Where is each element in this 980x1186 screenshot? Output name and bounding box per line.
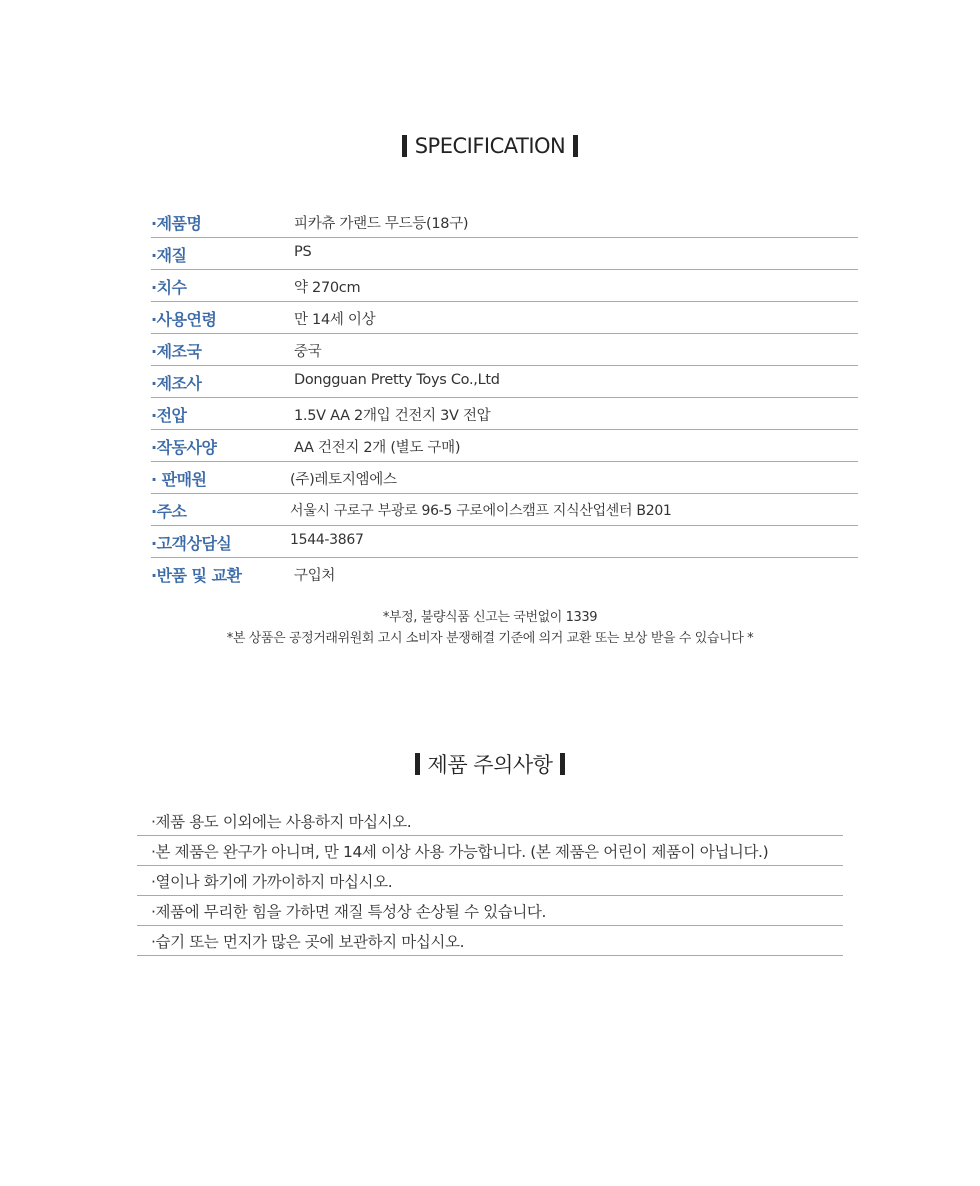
title-bar-left [402, 135, 407, 157]
spec-label: ·고객상담실 [151, 534, 232, 553]
spec-row-customer-center [151, 526, 858, 558]
caution-item-text: ·제품에 무리한 힘을 가하면 재질 특성상 손상될 수 있습니다. [151, 903, 547, 921]
spec-label: ·치수 [151, 278, 187, 297]
notice-text [0, 607, 980, 649]
spec-label: ·재질 [151, 246, 187, 265]
spec-table [151, 206, 858, 589]
spec-row-seller [151, 462, 858, 494]
spec-label: ·작동사양 [151, 438, 217, 457]
spec-label: ·전압 [151, 406, 187, 425]
spec-row-product-name [151, 206, 858, 238]
caution-item [137, 926, 843, 956]
caution-item-text: ·제품 용도 이외에는 사용하지 마십시오. [151, 813, 412, 831]
spec-row-age [151, 302, 858, 334]
caution-item [137, 806, 843, 836]
caution-title-text: 제품 주의사항 [427, 753, 553, 777]
spec-value: 피카츄 가랜드 무드등(18구) [294, 216, 469, 232]
spec-value: 약 270cm [294, 280, 361, 296]
title-bar-right [560, 753, 565, 775]
spec-value: 중국 [294, 344, 322, 360]
spec-row-address [151, 494, 858, 526]
title-bar-left [415, 753, 420, 775]
caution-item [137, 836, 843, 866]
spec-row-manufacturer [151, 366, 858, 398]
caution-item [137, 866, 843, 896]
spec-value: 서울시 구로구 부광로 96-5 구로에이스캠프 지식산업센터 B201 [290, 503, 672, 519]
caution-item-text: ·본 제품은 완구가 아니며, 만 14세 이상 사용 가능합니다. (본 제품은 어린이 제품이 아닙니다.) [151, 843, 769, 861]
spec-label: ·주소 [151, 502, 187, 521]
spec-row-size [151, 270, 858, 302]
spec-label: · 판매원 [151, 470, 207, 489]
notice-line-compensation: *본 상품은 공정거래위원회 고시 소비자 분쟁해결 기준에 의거 교환 또는 보상 받을 수 있습니다 * [226, 631, 754, 646]
spec-row-return [151, 558, 858, 589]
spec-label: ·제조사 [151, 374, 202, 393]
caution-section-title [0, 749, 980, 779]
title-bar-right [573, 135, 578, 157]
spec-value: (주)레토지엠에스 [290, 472, 397, 488]
caution-list [137, 806, 843, 956]
spec-value: 1544-3867 [290, 532, 364, 548]
spec-row-material [151, 238, 858, 270]
spec-label: ·제조국 [151, 342, 202, 361]
spec-row-operation [151, 430, 858, 462]
spec-row-country [151, 334, 858, 366]
caution-item-text: ·열이나 화기에 가까이하지 마십시오. [151, 873, 393, 891]
spec-value: 만 14세 이상 [294, 312, 376, 328]
spec-label: ·반품 및 교환 [151, 566, 242, 585]
caution-item-text: ·습기 또는 먼지가 많은 곳에 보관하지 마십시오. [151, 933, 465, 951]
spec-label: ·사용연령 [151, 310, 217, 329]
spec-value: 구입처 [294, 568, 336, 584]
spec-row-voltage [151, 398, 858, 430]
notice-line-report: *부정, 불량식품 신고는 국번없이 1339 [382, 610, 598, 625]
spec-title-text: SPECIFICATION [414, 134, 566, 158]
spec-value: AA 건전지 2개 (별도 구매) [294, 440, 461, 456]
spec-value: 1.5V AA 2개입 건전지 3V 전압 [294, 408, 491, 424]
spec-section-title [0, 134, 980, 158]
spec-value: Dongguan Pretty Toys Co.,Ltd [294, 372, 500, 388]
spec-label: ·제품명 [151, 214, 202, 233]
caution-item [137, 896, 843, 926]
spec-value: PS [294, 244, 312, 260]
